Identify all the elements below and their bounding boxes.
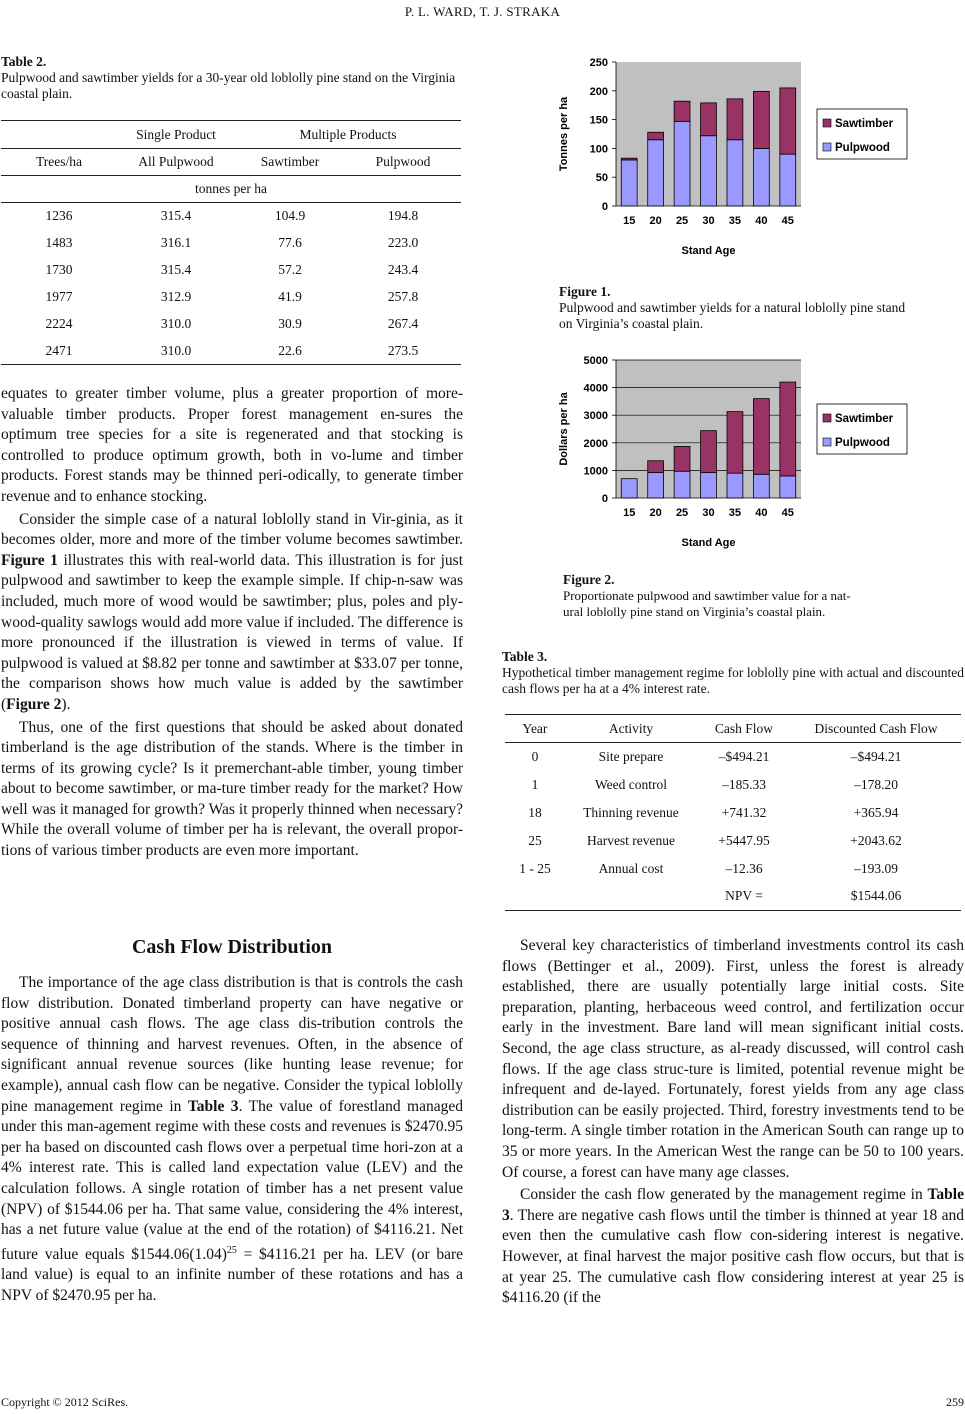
x-tick-label: 35 bbox=[728, 507, 742, 519]
table-cell: +365.94 bbox=[853, 804, 899, 820]
table3-npv-row bbox=[505, 883, 961, 911]
y-tick-label: 50 bbox=[595, 172, 608, 185]
paragraph-text: = $4116.21 per ha. LEV (or bare land value) is equal to an infinite number of these rotations and has a NPV of $2470.95 per ha. bbox=[1, 1245, 463, 1305]
legend-label: Sawtimber bbox=[835, 118, 894, 130]
x-tick-label: 25 bbox=[675, 215, 689, 227]
table2-unit-label: tonnes per ha bbox=[195, 181, 267, 196]
table2-caption: Pulpwood and sawtimber yields for a 30-year old loblolly pine stand on the Virginia coastal plain. bbox=[1, 70, 456, 101]
table3-col-header: Activity bbox=[608, 720, 654, 736]
footer-copyright: Copyright © 2012 SciRes. bbox=[1, 1395, 129, 1409]
legend-label: Pulpwood bbox=[835, 142, 890, 154]
npv-value: $1544.06 bbox=[850, 888, 902, 904]
figure1-label: Figure 1. bbox=[559, 284, 611, 299]
legend-swatch bbox=[823, 143, 831, 151]
table3-caption-block bbox=[502, 649, 964, 697]
table-cell: –193.09 bbox=[854, 860, 898, 876]
bar-sawtimber bbox=[674, 446, 690, 471]
table-cell: 1 bbox=[531, 776, 539, 792]
x-tick-label: 35 bbox=[728, 215, 742, 227]
bar-pulpwood bbox=[674, 121, 690, 206]
y-tick-label: 4000 bbox=[583, 382, 608, 395]
x-tick-label: 40 bbox=[755, 507, 768, 519]
table2-unit-row bbox=[1, 176, 461, 203]
bar-pulpwood bbox=[674, 471, 690, 498]
bar-sawtimber bbox=[674, 101, 690, 121]
paragraph: equates to greater timber volume, plus a greater proportion of more-valuable timber products. Proper forest management en-sures the optimum tree species for a site is regenerated and that stocking is controlled to produce optimum growth, both in vo-lume and timber products. Forest stands may be thinned peri-odically, to generate timber revenue and to enhance stocking. bbox=[1, 385, 463, 505]
table-cell: 1483 bbox=[45, 235, 73, 250]
legend-label: Pulpwood bbox=[835, 437, 890, 449]
figure2-reference: Figure 2 bbox=[6, 695, 62, 713]
figure1-reference: Figure 1 bbox=[1, 551, 58, 569]
legend-swatch bbox=[823, 119, 831, 127]
table2-group-multiple: Multiple Products bbox=[299, 126, 397, 142]
bar-pulpwood bbox=[727, 140, 743, 206]
paragraph-text: . The value of forestland managed under this man-agement regime with these costs and revenues is $2470.95 per ha based on discounted cash flows over a perpetual time hori-zon at a 4% interest rate. This is called land expectation value (LEV) and the calculation follows. A single rotation of timber has a net present value (NPV) of $1544.06 per ha. That same value, considering the 4% interest, has a net future value (value at the end of the rotation) of $4116.21. Net future value equals $1544.06(1.04) bbox=[1, 1097, 464, 1263]
figure2-label: Figure 2. bbox=[563, 572, 615, 587]
bar-sawtimber bbox=[727, 99, 743, 140]
table-cell: +5447.95 bbox=[718, 832, 770, 848]
table-cell: 257.8 bbox=[387, 289, 419, 304]
bar-pulpwood bbox=[621, 479, 637, 498]
bar-sawtimber bbox=[780, 382, 796, 476]
figure2-chart bbox=[555, 348, 925, 560]
paragraph bbox=[502, 1185, 964, 1309]
bar-pulpwood bbox=[701, 136, 717, 206]
figure1-chart bbox=[555, 52, 925, 274]
bar-sawtimber bbox=[780, 88, 796, 154]
table2-group-header-row bbox=[1, 121, 461, 149]
legend-label: Sawtimber bbox=[835, 413, 894, 425]
y-tick-label: 250 bbox=[589, 57, 608, 69]
table-row bbox=[505, 855, 961, 883]
table3-label: Table 3. bbox=[502, 649, 548, 664]
x-tick-label: 15 bbox=[623, 215, 636, 227]
x-tick-label: 40 bbox=[755, 215, 768, 227]
table-cell: 223.0 bbox=[387, 235, 419, 250]
table-row bbox=[505, 743, 961, 771]
y-tick-label: 150 bbox=[589, 114, 608, 127]
table3-header-row bbox=[505, 715, 961, 743]
x-tick-label: 30 bbox=[702, 215, 715, 227]
figure2-caption-block bbox=[563, 572, 913, 620]
table3-col-header: Discounted Cash Flow bbox=[814, 720, 938, 736]
table2-col-header: All Pulpwood bbox=[138, 154, 214, 169]
table-row bbox=[1, 338, 461, 365]
table-row bbox=[1, 257, 461, 284]
x-tick-label: 30 bbox=[702, 507, 715, 519]
table-cell: 310.0 bbox=[160, 342, 192, 358]
table-cell: –12.36 bbox=[725, 860, 763, 876]
table-row bbox=[1, 284, 461, 311]
x-tick-label: 15 bbox=[623, 507, 636, 519]
y-tick-label: 2000 bbox=[583, 437, 608, 450]
y-axis-title: Tonnes per ha bbox=[558, 96, 570, 172]
x-tick-label: 45 bbox=[781, 507, 794, 519]
table-row bbox=[1, 311, 461, 338]
bar-sawtimber bbox=[753, 399, 769, 475]
y-tick-label: 0 bbox=[601, 201, 608, 213]
bar-sawtimber bbox=[701, 431, 717, 473]
bar-pulpwood bbox=[648, 140, 664, 206]
x-tick-label: 45 bbox=[781, 215, 794, 227]
table-cell: 1977 bbox=[45, 289, 73, 304]
paragraph bbox=[1, 973, 463, 1307]
bar-sawtimber bbox=[648, 132, 664, 139]
paragraph: Several key characteristics of timberland investments control its cash flows (Bettinger et al., 2009). First, unless the forest is already established, there are usually potentially large initial costs. Site preparation, planting, herbaceous weed control, and fertilization occur early in the investment. Bare land will mean significant initial costs. Second, the age class structure, as al-ready discussed, will control cash flows. If the age class struc-ture is limited, potential revenue might be infrequent and de-layed. Fortunately, forest yields from any age class distribution can be easily projected. Third, forestry investments tend to be long-term. A single timber rotation in the American South can range up to 35 or more years. In the American West the range can be 50 to 100 years. Of course, a forest can have many age classes. bbox=[502, 937, 964, 1181]
paragraph bbox=[1, 510, 463, 716]
y-tick-label: 3000 bbox=[583, 410, 608, 423]
table-cell: –$494.21 bbox=[718, 748, 770, 764]
npv-label: NPV = bbox=[725, 888, 763, 904]
table-cell: Annual cost bbox=[598, 860, 664, 876]
legend-swatch bbox=[823, 414, 831, 422]
table-cell: 194.8 bbox=[387, 208, 419, 224]
table-cell: 22.6 bbox=[278, 342, 302, 358]
paragraph-text: The importance of the age class distribution is that is controls the cash flow distribution. Donated timberland property can have negative or positive annual cash flows. The age class dis-tribution controls the sequence of thinning and harvest revenues. Often, in the absence of significant annual revenue sources (like hunting lease revenue; for example), annual cash flow can be negative. Consider the typical loblolly pine management regime in bbox=[1, 974, 463, 1115]
y-axis-title: Dollars per ha bbox=[558, 392, 570, 466]
table-cell: 2471 bbox=[45, 342, 73, 358]
table3-reference: Table 3 bbox=[502, 1186, 964, 1224]
left-body-upper bbox=[1, 384, 463, 862]
table-row bbox=[1, 230, 461, 257]
page-number: 259 bbox=[946, 1395, 964, 1409]
table-cell: Harvest revenue bbox=[586, 832, 676, 848]
bar-sawtimber bbox=[701, 103, 717, 136]
x-tick-label: 20 bbox=[649, 215, 662, 227]
table-cell: 57.2 bbox=[278, 262, 302, 277]
x-tick-label: 25 bbox=[675, 507, 689, 519]
table2-group-single: Single Product bbox=[136, 126, 216, 142]
figure1-caption-block bbox=[559, 284, 909, 332]
table-row bbox=[1, 203, 461, 230]
table-cell: 18 bbox=[528, 804, 542, 820]
x-tick-label: 20 bbox=[649, 507, 662, 519]
table-cell: Site prepare bbox=[598, 748, 664, 764]
paragraph-text: Consider the simple case of a natural loblolly stand in Vir-ginia, as it becomes older, more and more of the timber volume becomes sawtimber. bbox=[1, 510, 463, 549]
table-cell: 0 bbox=[531, 748, 539, 764]
section-title: Cash Flow Distribution bbox=[131, 936, 333, 958]
table-cell: 30.9 bbox=[278, 316, 302, 331]
bar-pulpwood bbox=[753, 148, 769, 206]
paragraph-text: illustrates this with real-world data. This illustration is for just pulpwood and sawtimber to keep the example simple. If chip-n-saw was included, much more of wood would be sawtimber; plus, poles and ply-wood-quality sawlogs would add more value if included. The difference is more pronounced if the illustration is viewed in terms of value. If pulpwood is valued at $8.82 per tonne and sawtimber at $33.07 per tonne, the comparison shows how much value is added by the sawtimber ( bbox=[1, 551, 463, 713]
right-body bbox=[502, 936, 964, 1309]
table-cell: 1236 bbox=[45, 208, 73, 224]
legend-swatch bbox=[823, 438, 831, 446]
table-cell: 1730 bbox=[45, 262, 73, 277]
table2-label: Table 2. bbox=[1, 54, 47, 69]
table-cell: 316.1 bbox=[160, 235, 192, 250]
paragraph: Thus, one of the first questions that should be asked about donated timberland is the age distribution of the stands. Where is the timber in terms of its growing cycle? Is it premerchant-able timber, young timber about to become sawtimber, or ma-ture timber ready for the market? How well was it managed for growth? Was it properly thinned when necessary? While the overall volume of timber per ha is relevant, the overall propor-tions of various timber products are even more important. bbox=[1, 718, 463, 860]
bar-sawtimber bbox=[621, 158, 637, 160]
table-cell: 77.6 bbox=[278, 235, 302, 250]
paragraph-text: ). bbox=[61, 695, 71, 713]
table-cell: 2224 bbox=[45, 316, 73, 331]
table-cell: +2043.62 bbox=[850, 832, 902, 848]
exponent: 25 bbox=[226, 1244, 237, 1256]
figure1-caption: Pulpwood and sawtimber yields for a natural loblolly pine stand on Virginia’s coastal plain. bbox=[559, 300, 906, 331]
table2 bbox=[1, 120, 461, 365]
table2-col-header: Trees/ha bbox=[36, 154, 82, 169]
table3-caption: Hypothetical timber management regime for loblolly pine with actual and discounted cash flows per ha at a 4% interest rate. bbox=[502, 665, 964, 696]
bar-pulpwood bbox=[780, 154, 796, 206]
table-cell: 243.4 bbox=[387, 262, 419, 277]
table-cell: –178.20 bbox=[854, 776, 898, 792]
table2-caption-block bbox=[1, 54, 463, 102]
bar-pulpwood bbox=[780, 476, 796, 498]
bar-pulpwood bbox=[753, 474, 769, 498]
bar-pulpwood bbox=[701, 473, 717, 498]
table-cell: 1 - 25 bbox=[519, 860, 551, 876]
paragraph-text: Consider the cash flow generated by the management regime in bbox=[520, 1186, 928, 1204]
table-cell: 267.4 bbox=[387, 316, 419, 331]
table-cell: –185.33 bbox=[722, 776, 766, 792]
figure2-caption-line: Proportionate pulpwood and sawtimber value for a nat- bbox=[563, 588, 851, 603]
table3-reference: Table 3 bbox=[187, 1097, 239, 1115]
bar-pulpwood bbox=[648, 473, 664, 498]
y-tick-label: 0 bbox=[601, 493, 608, 505]
y-tick-label: 1000 bbox=[583, 465, 608, 478]
bar-pulpwood bbox=[727, 473, 743, 498]
table-cell: 104.9 bbox=[274, 208, 306, 224]
table-cell: 315.4 bbox=[160, 208, 192, 224]
y-tick-label: 200 bbox=[589, 85, 608, 98]
table-row bbox=[505, 827, 961, 855]
running-header: P. L. WARD, T. J. STRAKA bbox=[404, 4, 561, 19]
table2-header-row bbox=[1, 149, 461, 176]
table-cell: 273.5 bbox=[387, 342, 419, 358]
bar-sawtimber bbox=[648, 461, 664, 473]
table3 bbox=[505, 714, 961, 911]
table-cell: –$494.21 bbox=[850, 748, 902, 764]
y-tick-label: 5000 bbox=[583, 355, 608, 367]
figure2-caption-line: ural loblolly pine stand on Virginia’s coastal plain. bbox=[563, 604, 826, 619]
table-row bbox=[505, 771, 961, 799]
left-body-lower bbox=[1, 973, 463, 1307]
bar-sawtimber bbox=[727, 412, 743, 474]
table2-col-header: Pulpwood bbox=[375, 154, 431, 169]
x-axis-title: Stand Age bbox=[681, 537, 736, 549]
paragraph-text: . There are negative cash flows until the timber is thinned at year 18 and even then the cumulative cash flow con-sidering interest is negative. However, at final harvest the major positive cash flow occurs, but that is at year 25. The cumulative cash flow considering interest at year 25 is $4116.20 (if the bbox=[502, 1206, 964, 1307]
bar-sawtimber bbox=[753, 91, 769, 148]
x-axis-title: Stand Age bbox=[681, 245, 736, 257]
table2-col-header: Sawtimber bbox=[260, 154, 320, 169]
table-cell: Weed control bbox=[594, 776, 667, 792]
table-cell: 312.9 bbox=[160, 289, 192, 304]
y-tick-label: 100 bbox=[589, 143, 608, 156]
table3-col-header: Year bbox=[522, 720, 548, 736]
table-row bbox=[505, 799, 961, 827]
table-cell: 315.4 bbox=[160, 262, 192, 277]
table-cell: 310.0 bbox=[160, 316, 192, 331]
table-cell: 25 bbox=[528, 832, 542, 848]
table-cell: 41.9 bbox=[278, 289, 302, 304]
table-cell: Thinning revenue bbox=[583, 804, 679, 820]
table-cell: +741.32 bbox=[721, 804, 767, 820]
bar-pulpwood bbox=[621, 160, 637, 206]
table3-col-header: Cash Flow bbox=[714, 720, 774, 736]
